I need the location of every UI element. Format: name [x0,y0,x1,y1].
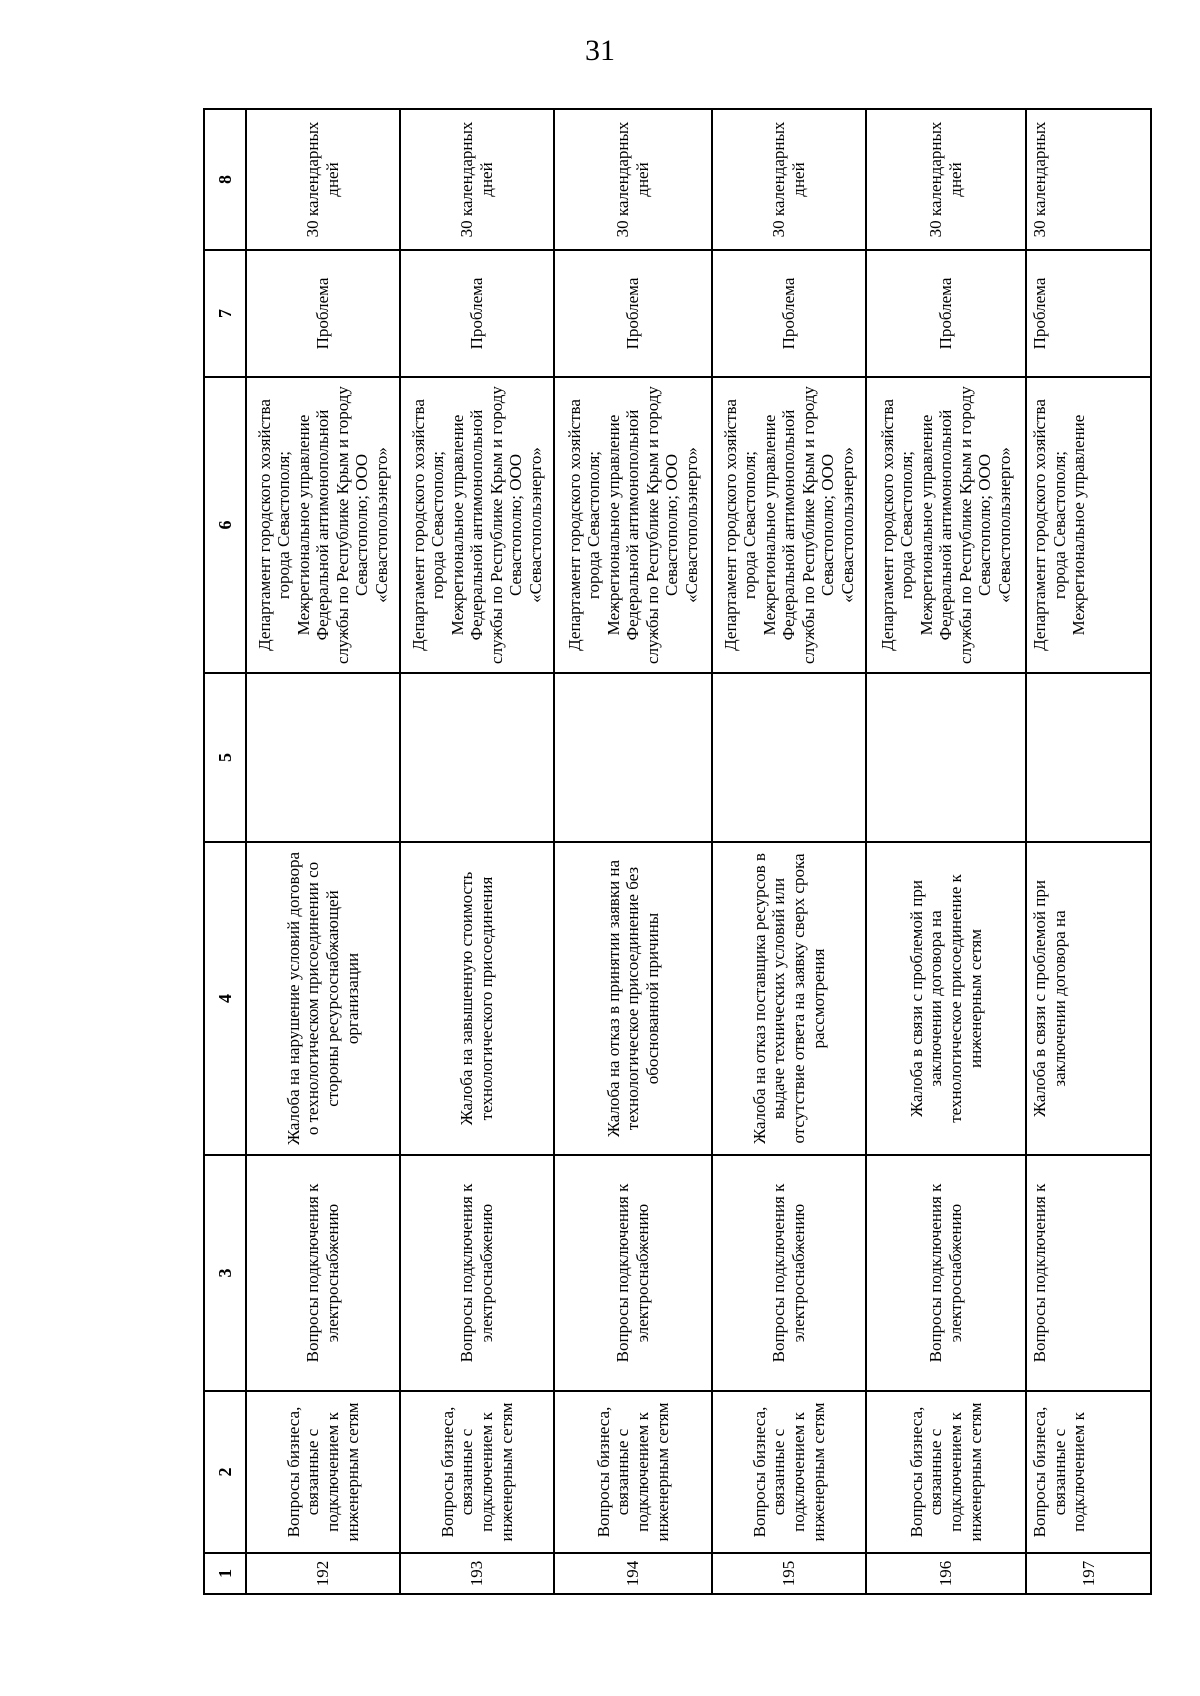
subtopic-cell: Вопросы подключения к электроснабжению [554,1155,712,1391]
term-cell: 30 календарных дней [712,109,866,250]
empty-cell [712,673,866,842]
empty-cell [1026,673,1151,842]
type-cell: Проблема [554,250,712,377]
table-row [246,109,400,1594]
row-number: 192 [246,1553,400,1594]
description-cell: Жалоба на завышенную стоимость технологического присоединения [400,842,554,1155]
description-cell: Жалоба на отказ в принятии заявки на технологическое присоединение без обоснованной причины [554,842,712,1155]
row-number: 194 [554,1553,712,1594]
table-row [554,109,712,1594]
authority-cell: Департамент городского хозяйства города Севастополя; Межрегиональное управление [1026,377,1151,673]
header-row [204,109,246,1594]
topic-cell: Вопросы бизнеса, связанные с подключением к инженерным сетям [246,1391,400,1553]
type-cell: Проблема [246,250,400,377]
table-row [400,109,554,1594]
term-cell: 30 календарных дней [554,109,712,250]
header-col-4: 4 [204,842,246,1155]
subtopic-cell: Вопросы подключения к электроснабжению [246,1155,400,1391]
term-cell: 30 календарных дней [866,109,1026,250]
subtopic-cell: Вопросы подключения к электроснабжению [866,1155,1026,1391]
term-cell: 30 календарных [1026,109,1151,250]
topic-cell: Вопросы бизнеса, связанные с подключением к инженерным сетям [866,1391,1026,1553]
topic-cell: Вопросы бизнеса, связанные с подключением к инженерным сетям [400,1391,554,1553]
term-cell: 30 календарных дней [246,109,400,250]
row-number: 193 [400,1553,554,1594]
description-cell: Жалоба в связи с проблемой при заключении договора на технологическое присоединение к инженерным сетям [866,842,1026,1155]
type-cell: Проблема [712,250,866,377]
subtopic-cell: Вопросы подключения к [1026,1155,1151,1391]
empty-cell [554,673,712,842]
authority-cell: Департамент городского хозяйства города Севастополя; Межрегиональное управление Федеральной антимонопольной службы по Республике Крым и городу Севастополю; ООО «Севастопольэнерго» [400,377,554,673]
topic-cell: Вопросы бизнеса, связанные с подключением к инженерным сетям [712,1391,866,1553]
type-cell: Проблема [400,250,554,377]
type-cell: Проблема [1026,250,1151,377]
table-row [866,109,1026,1594]
subtopic-cell: Вопросы подключения к электроснабжению [712,1155,866,1391]
empty-cell [400,673,554,842]
page-number: 31 [585,34,615,67]
row-number: 197 [1026,1553,1151,1594]
rotated-table-wrapper [203,110,1146,1595]
description-cell: Жалоба на нарушение условий договора о технологическом присоединении со стороны ресурсоснабжающей организации [246,842,400,1155]
description-cell: Жалоба в связи с проблемой при заключении договора на [1026,842,1151,1155]
authority-cell: Департамент городского хозяйства города Севастополя; Межрегиональное управление Федеральной антимонопольной службы по Республике Крым и городу Севастополю; ООО «Севастопольэнерго» [712,377,866,673]
row-number: 196 [866,1553,1026,1594]
row-number: 195 [712,1553,866,1594]
description-cell: Жалоба на отказ поставщика ресурсов в выдаче технических условий или отсутствие ответа на заявку сверх срока рассмотрения [712,842,866,1155]
header-col-3: 3 [204,1155,246,1391]
authority-cell: Департамент городского хозяйства города Севастополя; Межрегиональное управление Федеральной антимонопольной службы по Республике Крым и городу Севастополю; ООО «Севастопольэнерго» [246,377,400,673]
table-row [712,109,866,1594]
empty-cell [246,673,400,842]
header-col-2: 2 [204,1391,246,1553]
empty-cell [866,673,1026,842]
header-col-6: 6 [204,377,246,673]
header-col-7: 7 [204,250,246,377]
authority-cell: Департамент городского хозяйства города Севастополя; Межрегиональное управление Федеральной антимонопольной службы по Республике Крым и городу Севастополю; ООО «Севастопольэнерго» [554,377,712,673]
header-col-5: 5 [204,673,246,842]
authority-cell: Департамент городского хозяйства города Севастополя; Межрегиональное управление Федеральной антимонопольной службы по Республике Крым и городу Севастополю; ООО «Севастопольэнерго» [866,377,1026,673]
complaints-table [203,108,1152,1595]
header-col-8: 8 [204,109,246,250]
topic-cell: Вопросы бизнеса, связанные с подключением к [1026,1391,1151,1553]
table-row [1026,109,1151,1594]
header-col-1: 1 [204,1553,246,1594]
topic-cell: Вопросы бизнеса, связанные с подключением к инженерным сетям [554,1391,712,1553]
term-cell: 30 календарных дней [400,109,554,250]
type-cell: Проблема [866,250,1026,377]
subtopic-cell: Вопросы подключения к электроснабжению [400,1155,554,1391]
